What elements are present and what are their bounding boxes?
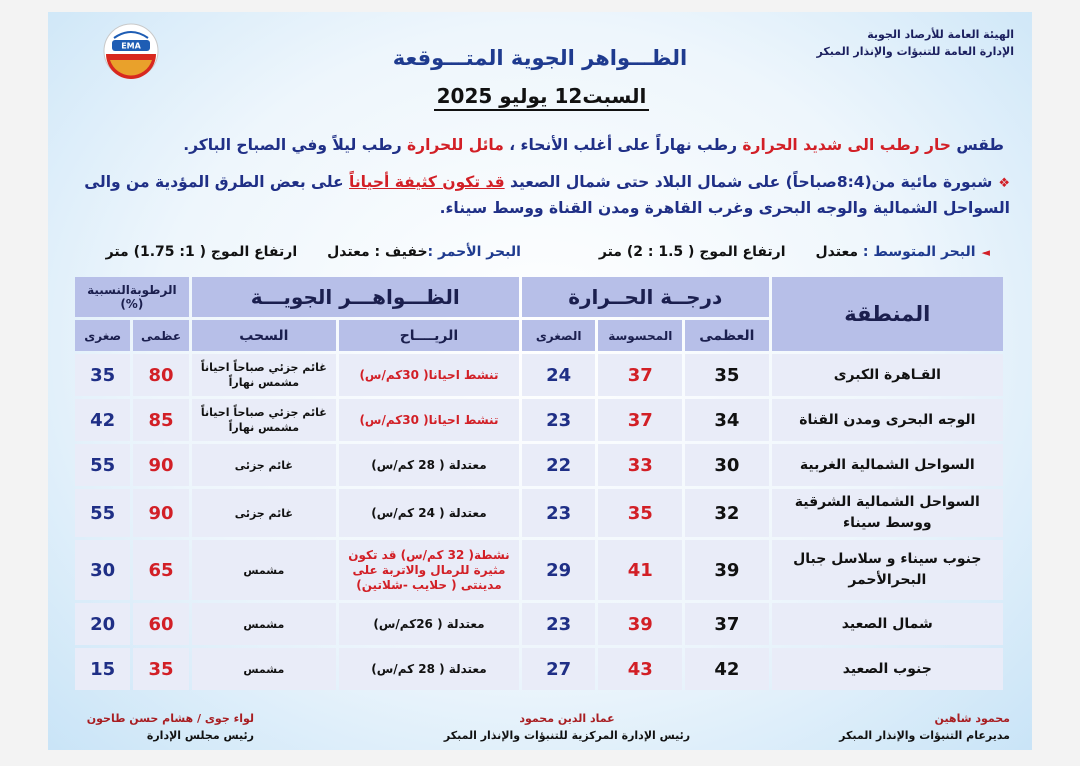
med-sea-label: البحر المتوسط : [862, 244, 976, 260]
clouds-cell: غائم جزئي صباحاً احياناً مشمس نهاراً [192, 399, 336, 441]
header-max: العظمى [685, 320, 769, 351]
bulletin-date: السبت12 يوليو 2025 [434, 84, 649, 111]
region-cell: جنوب الصعيد [772, 648, 1003, 690]
wind-cell: نشطة( 32 كم/س) قد تكون مثيرة للرمال والاتربة على مدينتى ( حلايب -شلاتين) [339, 540, 519, 600]
region-cell: القـاهرة الكبرى [772, 354, 1003, 396]
wind-cell: معتدلة ( 28 كم/س) [339, 444, 519, 486]
wind-cell: معتدلة ( 28 كم/س) [339, 648, 519, 690]
humidity-max-cell: 65 [133, 540, 188, 600]
header-phenomena: الظـــواهـــر الجويـــة [192, 277, 519, 317]
max-temp-cell: 30 [685, 444, 769, 486]
header-humidity-max: عظمى [133, 320, 188, 351]
header-humidity: الرطوبةالنسبية (%) [75, 277, 189, 317]
min-temp-cell: 24 [522, 354, 596, 396]
wind-cell: معتدلة ( 26كم/س) [339, 603, 519, 645]
sea-state [106, 244, 990, 260]
humidity-max-cell: 80 [133, 354, 188, 396]
feels-temp-cell: 43 [598, 648, 682, 690]
svg-text:EMA: EMA [121, 41, 141, 51]
header-temperature: درجــة الحــرارة [522, 277, 769, 317]
clouds-cell: غائم جزئي صباحاً احياناً مشمس نهاراً [192, 354, 336, 396]
region-cell: شمال الصعيد [772, 603, 1003, 645]
signatory-name: لواء جوى / هشام حسن طاحون [86, 712, 254, 725]
feels-temp-cell: 35 [598, 489, 682, 537]
header-region: المنطقة [772, 277, 1003, 351]
red-sea-state: خفيف : معتدل [327, 244, 428, 260]
page-title: الظـــواهر الجوية المتـــوقعة [392, 46, 688, 70]
signature-right [839, 710, 1010, 744]
fog-emphasis: قد تكون كثيفة أحياناً [349, 173, 505, 191]
signatory-name: محمود شاهين [934, 712, 1010, 725]
org-line-2: الإدارة العامة للتنبؤات والإنذار المبكر [816, 45, 1014, 58]
region-cell: الوجه البحرى ومدن القناة [772, 399, 1003, 441]
humidity-min-cell: 42 [75, 399, 130, 441]
signatory-role: رئيس الإدارة المركزية للتنبؤات والإنذار المبكر [443, 729, 691, 742]
med-sea-wave: ارتفاع الموج ( 1.5 : 2) متر [598, 244, 786, 260]
max-temp-cell: 37 [685, 603, 769, 645]
forecast-bulletin [48, 12, 1032, 750]
min-temp-cell: 23 [522, 489, 596, 537]
med-sea-state: معتدل [815, 244, 863, 260]
feels-temp-cell: 39 [598, 603, 682, 645]
summary-part-3: رطب نهاراً على أغلب الأنحاء ، [503, 136, 743, 154]
summary-part-1: طقس [950, 136, 1004, 154]
humidity-min-cell: 20 [75, 603, 130, 645]
header-feels: المحسوسة [598, 320, 682, 351]
table-row [75, 444, 1003, 486]
humidity-min-cell: 55 [75, 489, 130, 537]
signature-center [442, 710, 692, 744]
header-min: الصغرى [522, 320, 596, 351]
max-temp-cell: 39 [685, 540, 769, 600]
max-temp-cell: 35 [685, 354, 769, 396]
humidity-max-cell: 90 [133, 489, 188, 537]
feels-temp-cell: 37 [598, 399, 682, 441]
red-sea-label: البحر الأحمر : [427, 244, 521, 260]
min-temp-cell: 29 [522, 540, 596, 600]
signatory-name: عماد الدين محمود [519, 712, 615, 725]
table-row [75, 540, 1003, 600]
table-row [75, 399, 1003, 441]
triangle-marker-icon: ◄ [981, 246, 990, 259]
clouds-cell: مشمس [192, 540, 336, 600]
header-wind: الريــــاح [339, 320, 519, 351]
clouds-cell: مشمس [192, 648, 336, 690]
header-humidity-min: صغرى [75, 320, 130, 351]
wind-cell: تنشط احيانا( 30كم/س) [339, 354, 519, 396]
summary-part-2: حار رطب الى شديد الحرارة [742, 136, 951, 154]
table-row [75, 354, 1003, 396]
red-sea-wave: ارتفاع الموج ( 1: 1.75) متر [105, 244, 298, 260]
humidity-max-cell: 60 [133, 603, 188, 645]
region-cell: السواحل الشمالية الشرقية ووسط سيناء [772, 489, 1003, 537]
min-temp-cell: 27 [522, 648, 596, 690]
humidity-min-cell: 55 [75, 444, 130, 486]
min-temp-cell: 23 [522, 603, 596, 645]
region-cell: جنوب سيناء و سلاسل جبال البحرالأحمر [772, 540, 1003, 600]
fog-warning [62, 170, 1010, 220]
humidity-max-cell: 90 [133, 444, 188, 486]
min-temp-cell: 23 [522, 399, 596, 441]
signatory-role: رئيس مجلس الإدارة [146, 729, 254, 742]
table-row [75, 648, 1003, 690]
clouds-cell: مشمس [192, 603, 336, 645]
forecast-table [72, 274, 1006, 693]
clouds-cell: غائم جزئى [192, 444, 336, 486]
feels-temp-cell: 41 [598, 540, 682, 600]
weather-summary [183, 136, 1004, 154]
clouds-cell: غائم جزئى [192, 489, 336, 537]
humidity-min-cell: 15 [75, 648, 130, 690]
humidity-min-cell: 35 [75, 354, 130, 396]
feels-temp-cell: 33 [598, 444, 682, 486]
humidity-min-cell: 30 [75, 540, 130, 600]
summary-part-5: رطب ليلاً وفي الصباح الباكر. [183, 136, 408, 154]
table-row [75, 489, 1003, 537]
table-row [75, 603, 1003, 645]
fog-part-1: شبورة مائية من(8:4صباحاً) على شمال البلاد حتى شمال الصعيد [504, 173, 993, 191]
fog-part-3: على بعض الطرق المؤدية من والى السواحل الشمالية والوجه البحرى وغرب القاهرة ومدن القناة ووسط سيناء. [84, 173, 1010, 217]
max-temp-cell: 42 [685, 648, 769, 690]
signature-left [74, 710, 254, 744]
humidity-max-cell: 85 [133, 399, 188, 441]
org-line-1: الهيئة العامة للأرصاد الجوية [867, 28, 1014, 41]
wind-cell: تنشط احيانا( 30كم/س) [339, 399, 519, 441]
wind-cell: معتدلة ( 24 كم/س) [339, 489, 519, 537]
max-temp-cell: 32 [685, 489, 769, 537]
region-cell: السواحل الشمالية الغربية [772, 444, 1003, 486]
bullet-icon: ❖ [998, 176, 1010, 191]
max-temp-cell: 34 [685, 399, 769, 441]
signatory-role: مديرعام التنبؤات والإنذار المبكر [839, 729, 1010, 742]
feels-temp-cell: 37 [598, 354, 682, 396]
humidity-max-cell: 35 [133, 648, 188, 690]
min-temp-cell: 22 [522, 444, 596, 486]
header-clouds: السحب [192, 320, 336, 351]
summary-part-4: مائل للحرارة [407, 136, 504, 154]
